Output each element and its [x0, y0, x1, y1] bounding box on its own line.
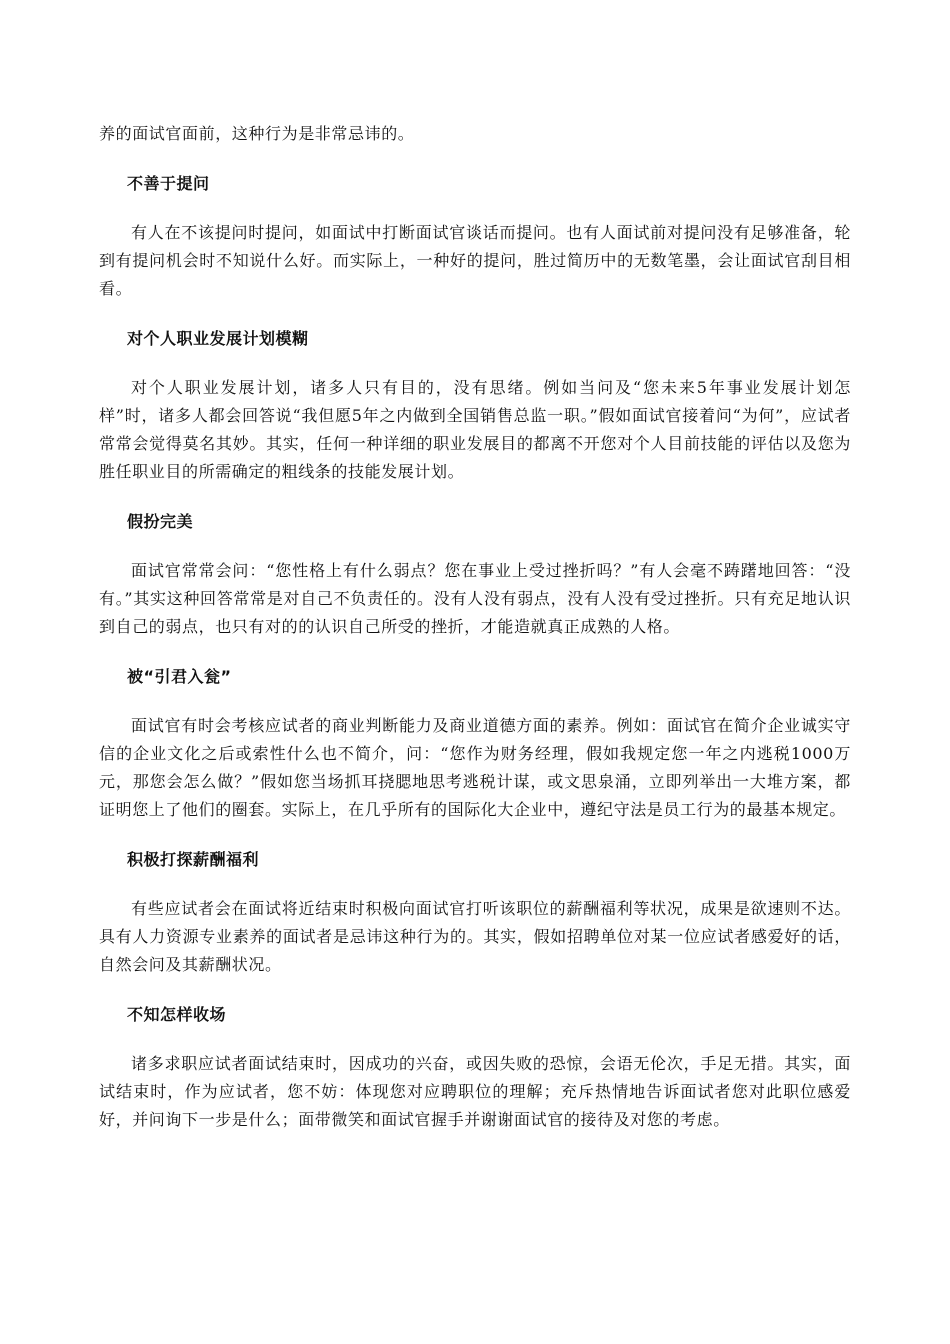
- spacer: [99, 979, 851, 1001]
- section-heading-salary: 积极打探薪酬福利: [127, 850, 260, 869]
- section-body-perfect: 面试官常常会问：“您性格上有什么弱点？您在事业上受过挫折吗？”有人会毫不踌躇地回答：“没有。”其实这种回答常常是对自己不负责任的。没有人没有弱点，没有人没有受过挫折。只有充足地认识到自己的弱点，也只有对的的认识自己所受的挫折，才能造就真正成熟的人格。: [99, 561, 851, 636]
- spacer: [99, 691, 851, 712]
- spacer: [99, 641, 851, 663]
- section-heading-perfect: 假扮完美: [127, 512, 194, 531]
- spacer: [99, 353, 851, 374]
- section-heading-questions: 不善于提问: [127, 174, 210, 193]
- document-page: [99, 120, 851, 1134]
- section-heading-career: 对个人职业发展计划模糊: [127, 329, 309, 348]
- section-body-salary: 有些应试者会在面试将近结束时积极向面试官打听该职位的薪酬福利等状况，成果是欲速则不达。具有人力资源专业素养的面试者是忌讳这种行为的。其实，假如招聘单位对某一位应试者感爱好的话，自然会问及其薪酬状况。: [99, 899, 851, 974]
- spacer: [99, 486, 851, 508]
- spacer: [99, 1029, 851, 1050]
- section-heading-trap: 被“引君入瓮”: [127, 667, 232, 686]
- spacer: [99, 198, 851, 219]
- section-body-trap: 面试官有时会考核应试者的商业判断能力及商业道德方面的素养。例如：面试官在简介企业诚实守信的企业文化之后或索性什么也不简介，问：“您作为财务经理，假如我规定您一年之内逃税1000万元，那您会怎么做？”假如您当场抓耳挠腮地思考逃税计谋，或文思泉涌，立即列举出一大堆方案，都证明您上了他们的圈套。实际上，在几乎所有的国际化大企业中，遵纪守法是员工行为的最基本规定。: [99, 716, 851, 819]
- spacer: [99, 536, 851, 557]
- spacer: [99, 824, 851, 846]
- spacer: [99, 303, 851, 325]
- section-body-questions: 有人在不该提问时提问，如面试中打断面试官谈话而提问。也有人面试前对提问没有足够准备，轮到有提问机会时不知说什么好。而实际上，一种好的提问，胜过简历中的无数笔墨，会让面试官刮目相看。: [99, 223, 851, 298]
- intro-paragraph: 养的面试官面前，这种行为是非常忌讳的。: [99, 124, 415, 143]
- spacer: [99, 874, 851, 895]
- section-body-career: 对个人职业发展计划，诸多人只有目的，没有思绪。例如当问及“您未来5年事业发展计划怎样”时，诸多人都会回答说“我但愿5年之内做到全国销售总监一职。”假如面试官接着问“为何”，应试者常常会觉得莫名其妙。其实，任何一种详细的职业发展目的都离不开您对个人目前技能的评估以及您为胜任职业目的所需确定的粗线条的技能发展计划。: [99, 378, 851, 481]
- section-body-closing: 诸多求职应试者面试结束时，因成功的兴奋，或因失败的恐惊，会语无伦次，手足无措。其实，面试结束时，作为应试者，您不妨：体现您对应聘职位的理解；充斥热情地告诉面试者您对此职位感爱好，并问询下一步是什么；面带微笑和面试官握手并谢谢面试官的接待及对您的考虑。: [99, 1054, 851, 1129]
- spacer: [99, 148, 851, 170]
- section-heading-closing: 不知怎样收场: [127, 1005, 227, 1024]
